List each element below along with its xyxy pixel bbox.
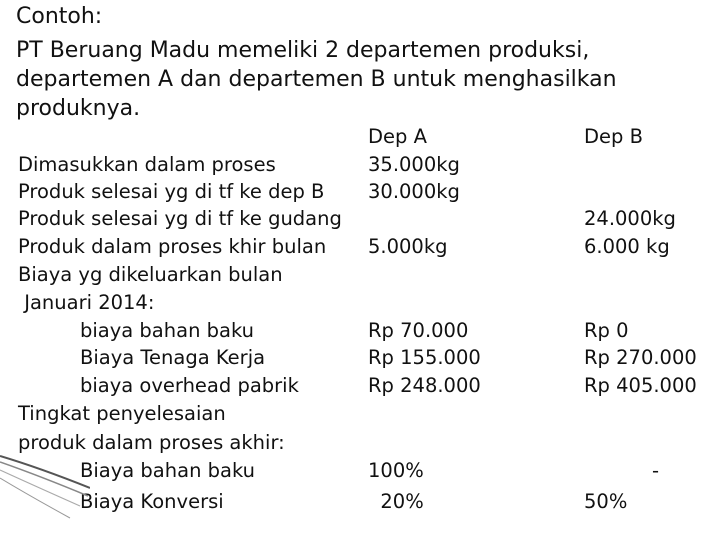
row-dep-b: 50%: [584, 490, 628, 513]
table-row: [0, 263, 720, 291]
row-label: Biaya bahan baku: [80, 459, 256, 482]
row-label: Januari 2014:: [18, 291, 155, 314]
row-dep-b: Rp 405.000: [584, 374, 697, 397]
table-row: [0, 319, 720, 347]
intro-line-3: produknya.: [16, 96, 141, 121]
table-row: [0, 346, 720, 374]
table-row: [0, 291, 720, 319]
row-label: Tingkat penyelesaian: [18, 402, 226, 425]
row-dep-a: 30.000kg: [368, 180, 460, 203]
row-dep-b: 6.000 kg: [584, 235, 670, 258]
row-dep-a: 35.000kg: [368, 153, 460, 176]
row-dep-a: Rp 248.000: [368, 374, 481, 397]
row-label: Produk selesai yg di tf ke gudang: [18, 207, 342, 230]
row-label: produk dalam proses akhir:: [18, 431, 285, 454]
row-label: Dimasukkan dalam proses: [18, 153, 276, 176]
row-dep-a: Rp 70.000: [368, 319, 469, 342]
row-dep-b: 24.000kg: [584, 207, 676, 230]
header-row: [0, 125, 720, 153]
corner-decoration: [0, 448, 90, 540]
table-row: [0, 235, 720, 263]
row-dep-a: Rp 155.000: [368, 346, 481, 369]
row-label: Biaya Tenaga Kerja: [80, 346, 266, 369]
slide-title: Contoh:: [16, 4, 103, 29]
table-row: [0, 207, 720, 235]
row-label: biaya overhead pabrik: [80, 374, 299, 397]
table-row: [0, 374, 720, 402]
table-row: [0, 490, 720, 518]
row-dep-a: 5.000kg: [368, 235, 448, 258]
table-row: [0, 402, 720, 430]
row-label: biaya bahan baku: [80, 319, 255, 342]
row-label: Biaya yg dikeluarkan bulan: [18, 263, 283, 286]
intro-line-1: PT Beruang Madu memeliki 2 departemen produksi,: [16, 38, 590, 63]
row-label: Biaya Konversi: [80, 490, 224, 513]
row-dep-a: 100%: [368, 459, 424, 482]
row-dep-b: Rp 270.000: [584, 346, 697, 369]
header-dep-a: Dep A: [368, 125, 427, 148]
row-label: Produk selesai yg di tf ke dep B: [18, 180, 325, 203]
table-row: [0, 459, 720, 487]
table-row: [0, 431, 720, 459]
table-row: [0, 153, 720, 181]
row-label: Produk dalam proses khir bulan: [18, 235, 327, 258]
row-dep-a: 20%: [368, 490, 424, 513]
row-dep-b: -: [652, 459, 660, 482]
row-dep-b: Rp 0: [584, 319, 629, 342]
header-dep-b: Dep B: [584, 125, 643, 148]
intro-line-2: departemen A dan departemen B untuk menghasilkan: [16, 67, 617, 92]
table-row: [0, 180, 720, 208]
